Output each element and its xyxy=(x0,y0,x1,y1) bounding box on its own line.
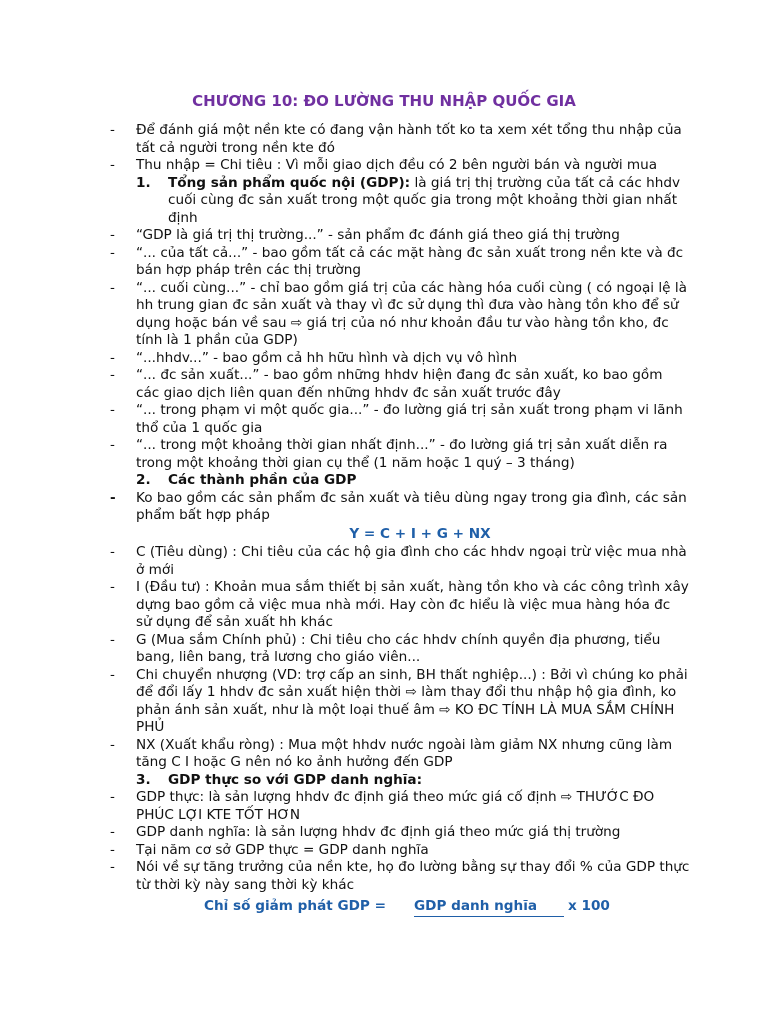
list-item-text: I (Đầu tư) : Khoản mua sắm thiết bị sản xuất, hàng tồn kho và các công trình xây dựng bao gồm cả việc mua nhà mới. Hay còn đc hiểu là việc mua hàng hóa đc sử dụng để sản xuất hh khác xyxy=(136,579,689,630)
list-item xyxy=(110,859,690,894)
list-item xyxy=(110,402,690,437)
list-item-text: C (Tiêu dùng) : Chi tiêu của các hộ gia đình cho các hhdv ngoại trừ việc mua nhà ở mới xyxy=(136,544,687,578)
bullet-marker: - xyxy=(110,279,115,296)
bullet-marker: - xyxy=(110,244,115,261)
list-item xyxy=(110,367,690,402)
bullet-marker: - xyxy=(110,631,115,648)
list-item-text: Ko bao gồm các sản phẩm đc sản xuất và tiêu dùng ngay trong gia đình, các sản phẩm bất hợp pháp xyxy=(136,489,687,523)
deflator-multiplier: x 100 xyxy=(568,898,610,914)
section-1-body xyxy=(162,175,690,228)
bullet-marker: - xyxy=(110,437,115,453)
gdp-formula: Y = C + I + G + NX xyxy=(349,525,491,542)
list-item-text: “...hhdv...” - bao gồm cả hh hữu hình và dịch vụ vô hình xyxy=(136,349,518,366)
list-item-text: NX (Xuất khẩu ròng) : Mua một hhdv nước ngoài làm giảm NX nhưng cũng làm tăng C I hoặc G nên nó ko ảnh hưởng đến GDP xyxy=(136,736,673,770)
list-item-text: “... trong phạm vi một quốc gia...” - đo lường giá trị sản xuất trong phạm vi lãnh thổ của 1 quốc gia xyxy=(136,402,683,436)
bullet-marker: - xyxy=(110,841,115,858)
list-item-text: “GDP là giá trị thị trường...” - sản phẩm đc đánh giá theo giá thị trường xyxy=(136,227,620,243)
bullet-marker: - xyxy=(110,122,115,138)
page-title: CHƯƠNG 10: ĐO LƯỜNG THU NHẬP QUỐC GIA xyxy=(192,92,576,110)
section-1-item xyxy=(110,175,690,228)
bullet-marker: - xyxy=(110,544,115,560)
document-body xyxy=(110,122,690,917)
bullet-marker: - xyxy=(110,666,115,683)
list-item xyxy=(110,667,690,737)
list-item xyxy=(110,490,690,525)
list-item xyxy=(110,842,690,860)
section-3-heading: GDP thực so với GDP danh nghĩa: xyxy=(168,771,423,788)
list-item-text: “... cuối cùng...” - chỉ bao gồm giá trị của các hàng hóa cuối cùng ( có ngoại lệ là hh trung gian đc sản xuất và thay vì đc sử dụng thì đưa vào hàng tồn kho để sử dụng hoặc bán về sau ⇨ giá trị của nó như khoản đầu tư vào hàng tồn kho, đc tính là 1 phần của GDP) xyxy=(136,279,687,348)
list-item-text: Chi chuyển nhượng (VD: trợ cấp an sinh, BH thất nghiệp...) : Bởi vì chúng ko phải để đổi lấy 1 hhdv đc sản xuất hiện thời ⇨ làm thay đổi thu nhập hộ gia đình, ko phản ánh sản xuất, như là một loại thuế âm ⇨ KO ĐC TÍNH LÀ MUA SẮM CHÍNH PHỦ xyxy=(136,666,688,735)
list-item-text: G (Mua sắm Chính phủ) : Chi tiêu cho các hhdv chính quyền địa phương, tiểu bang, liên bang, trả lương cho giáo viên... xyxy=(136,631,661,665)
list-item xyxy=(110,544,690,579)
bullet-marker: - xyxy=(110,824,115,840)
section-1-heading: Tổng sản phẩm quốc nội (GDP): xyxy=(168,174,411,191)
bullet-marker: - xyxy=(110,489,116,506)
gdp-deflator-formula xyxy=(110,898,690,917)
section-1-text: là giá trị thị trường của tất cả các hhdv cuối cùng đc sản xuất trong một quốc gia trong một khoảng thời gian nhất định xyxy=(168,174,681,226)
section-number: 1. xyxy=(136,174,151,191)
list-item xyxy=(110,579,690,632)
bullet-marker: - xyxy=(110,859,115,875)
list-item xyxy=(110,789,690,824)
bullet-marker: - xyxy=(110,349,115,366)
list-item xyxy=(110,280,690,350)
bullet-marker: - xyxy=(110,367,115,383)
section-2-heading: Các thành phần của GDP xyxy=(168,472,357,488)
bullet-marker: - xyxy=(110,227,115,243)
list-item xyxy=(110,350,690,368)
bullet-marker: - xyxy=(110,157,115,173)
list-item xyxy=(110,122,690,157)
bullet-marker: - xyxy=(110,402,115,418)
section-number: 2. xyxy=(136,472,151,488)
list-item xyxy=(110,737,690,772)
section-3-item xyxy=(110,772,690,790)
list-item-text: Nói về sự tăng trưởng của nền kte, họ đo lường bằng sự thay đổi % của GDP thực từ thời kỳ này sang thời kỳ khác xyxy=(136,859,690,893)
list-item xyxy=(110,227,690,245)
section-2-item xyxy=(110,472,690,490)
list-item-text: GDP thực: là sản lượng hhdv đc định giá theo mức giá cố định ⇨ THƯỚC ĐO PHÚC LỢI KTE TỐT HƠN xyxy=(136,789,655,823)
section-number: 3. xyxy=(136,771,151,788)
list-item xyxy=(110,437,690,472)
list-item-text: GDP danh nghĩa: là sản lượng hhdv đc định giá theo mức giá thị trường xyxy=(136,824,621,840)
list-item-text: “... của tất cả...” - bao gồm tất cả các mặt hàng đc sản xuất trong nền kte và đc bán hợp pháp trên các thị trường xyxy=(136,244,684,278)
bullet-marker: - xyxy=(110,736,115,753)
list-item-text: Tại năm cơ sở GDP thực = GDP danh nghĩa xyxy=(136,841,429,858)
bullet-marker: - xyxy=(110,579,115,595)
list-item-text: Thu nhập = Chi tiêu : Vì mỗi giao dịch đều có 2 bên người bán và người mua xyxy=(136,157,658,173)
list-item-text: “... đc sản xuất...” - bao gồm những hhdv hiện đang đc sản xuất, ko bao gồm các giao dịch liên quan đến những hhdv đc sản xuất trước đây xyxy=(136,367,663,401)
list-item xyxy=(110,632,690,667)
list-item xyxy=(110,245,690,280)
list-item-text: Để đánh giá một nền kte có đang vận hành tốt ko ta xem xét tổng thu nhập của tất cả người trong nền kte đó xyxy=(136,122,682,156)
deflator-numerator: GDP danh nghĩa xyxy=(414,898,564,917)
list-item xyxy=(110,824,690,842)
list-item-text: “... trong một khoảng thời gian nhất định...” - đo lường giá trị sản xuất diễn ra trong một khoảng thời gian cụ thể (1 năm hoặc 1 quý – 3 tháng) xyxy=(136,437,668,471)
deflator-label: Chỉ số giảm phát GDP = xyxy=(204,898,387,914)
bullet-marker: - xyxy=(110,789,115,805)
list-item xyxy=(110,157,690,175)
